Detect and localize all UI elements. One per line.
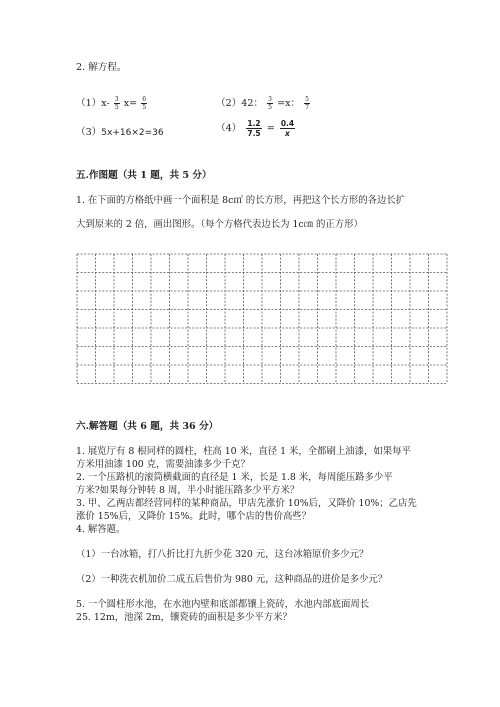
equation-4 — [216, 119, 297, 138]
equation-2-fraction-1: $\frac{3}{5}$ — [268, 96, 272, 111]
problem-3-line2: 涨价 15%后，又降价 15%。此时，哪个店的售价高些？ — [76, 511, 312, 522]
equation-4-equals: = — [266, 123, 275, 134]
equation-3 — [76, 124, 164, 138]
equation-2-fraction-2: $\frac{5}{7}$ — [305, 96, 309, 111]
problem-5-line2: 25. 12m，池深 2m，镶瓷砖的面积是多少平方米？ — [76, 612, 292, 623]
square-grid-paper — [76, 253, 449, 392]
equation-4-fraction-2: $\frac{0.4}{x}$ — [280, 119, 295, 138]
equation-3-text: 5x+16×2=36 — [101, 128, 164, 138]
section5-line2: 大到原来的 2 倍，画出图形。（每个方格代表边长为 1c㎝ 的正方形） — [76, 219, 363, 230]
section5-heading: 五.作图题（共 1 题，共 5 分） — [76, 170, 212, 181]
section6-heading: 六.解答题（共 6 题，共 36 分） — [76, 421, 219, 432]
equation-1-fraction-2: $\frac{6}{5}$ — [142, 96, 147, 111]
problem-2-line1: 2. 一个压路机的滚筒横截面的直径是 1 米，长是 1.8 米，每周能压路多少平 — [76, 472, 393, 483]
equation-2-part-a: 42： — [241, 98, 264, 109]
equation-1 — [76, 95, 148, 111]
problem-4-sub-2: （2）一种洗衣机加价二成五后售价为 980 元，这种商品的进价是多少元？ — [76, 574, 388, 585]
q2-title: 2. 解方程。 — [76, 62, 127, 73]
problem-1-line2: 方米用油漆 100 克，需要油漆多少千克？ — [76, 459, 250, 470]
equation-1-part-b: x= — [123, 98, 138, 109]
problem-5-line1: 5. 一个圆柱形水池，在水池内壁和底部都镶上瓷砖，水池内部底面周长 — [76, 599, 370, 610]
problem-3-line1: 3. 甲、乙两店都经营同样的某种商品，甲店先涨价 10%后，又降价 10%；乙店先 — [76, 498, 417, 509]
equation-2 — [216, 95, 311, 111]
equation-4-fraction-1: $\frac{1.2}{7.5}$ — [247, 119, 261, 138]
equation-2-part-b: =x： — [277, 98, 301, 109]
equation-3-label: （3） — [76, 127, 102, 138]
problem-4-sub-1: （1）一台冰箱，打八折比打九折少花 320 元，这台冰箱原价多少元？ — [76, 549, 369, 560]
section5-line1: 1. 在下面的方格纸中画一个面积是 8c㎡ 的长方形，再把这个长方形的各边长扩 — [76, 195, 406, 206]
equation-1-part-a: x- — [101, 98, 110, 109]
equation-1-fraction-1: $\frac{3}{5}$ — [114, 96, 119, 111]
problem-4-title: 4. 解答题。 — [76, 524, 126, 535]
equation-1-label: （1） — [76, 98, 102, 109]
equation-2-label: （2） — [216, 98, 242, 109]
problem-1-line1: 1. 展览厅有 8 根同样的圆柱，柱高 10 米，直径 1 米，全都刷上油漆，如果每平 — [76, 446, 411, 457]
problem-2-line2: 方米?如果每分钟转 8 周，半小时能压路多少平方米？ — [76, 485, 300, 496]
equation-4-label: （4） — [216, 123, 242, 134]
